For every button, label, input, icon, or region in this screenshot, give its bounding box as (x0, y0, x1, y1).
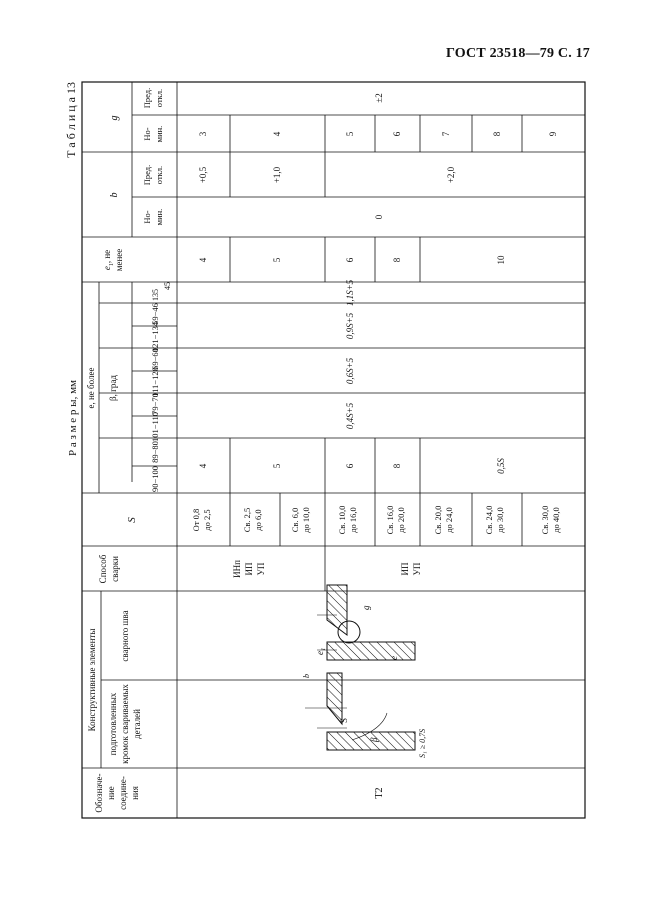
page-header: ГОСТ 23518—79 С. 17 (446, 46, 590, 61)
svg-text:8: 8 (392, 257, 402, 263)
s-values (191, 506, 561, 535)
svg-text:8: 8 (492, 131, 502, 137)
col-header-g: g (109, 115, 120, 121)
svg-text:Но-: Но- (142, 127, 152, 141)
col-header-b: b (109, 192, 120, 198)
svg-text:5: 5 (272, 257, 282, 263)
svg-text:Св. 30,0: Св. 30,0 (540, 505, 550, 535)
method-values (232, 560, 422, 578)
svg-text:111−120: 111−120 (150, 367, 160, 397)
col-header-designation (94, 773, 140, 812)
svg-text:до 10,0: до 10,0 (301, 507, 311, 533)
col-header-e-max: е, не более (86, 367, 96, 409)
sketch-label-g: g (361, 605, 371, 610)
svg-text:8: 8 (392, 463, 402, 469)
rotated-table (64, 78, 587, 818)
svg-text:0: 0 (374, 214, 384, 220)
svg-text:6: 6 (345, 257, 355, 263)
svg-text:+0,5: +0,5 (198, 166, 208, 184)
svg-text:ИНп: ИНп (232, 560, 242, 578)
svg-text:Св. 10,0: Св. 10,0 (337, 505, 347, 535)
svg-text:ние: ние (106, 786, 116, 800)
svg-text:УП: УП (256, 562, 266, 576)
col-header-e1 (102, 249, 124, 272)
svg-text:подготовленных: подготовленных (108, 692, 118, 756)
col-header-weld-seam: сварного шва (120, 610, 130, 662)
sketch-label-beta: β (369, 737, 379, 742)
svg-text:до 20,0: до 20,0 (396, 507, 406, 533)
col-header-prepared-edges (108, 684, 142, 764)
svg-text:Способ: Способ (98, 554, 108, 584)
svg-text:деталей: деталей (132, 709, 142, 739)
svg-text:5: 5 (345, 131, 355, 137)
svg-text:менее: менее (114, 248, 124, 272)
sketch-label-s1: S₁ ≥ 0,7S (418, 728, 427, 758)
col-header-s: S (126, 517, 138, 523)
svg-text:4: 4 (198, 257, 208, 263)
e-values (198, 279, 506, 474)
svg-text:откл.: откл. (154, 165, 164, 185)
col-header-method (98, 554, 120, 583)
col-header-construct: Конструктивные элементы (87, 628, 97, 732)
svg-text:4: 4 (272, 131, 282, 137)
svg-text:Обозначе-: Обозначе- (94, 773, 104, 813)
svg-text:до 2,5: до 2,5 (202, 509, 212, 531)
svg-text:сварки: сварки (110, 556, 120, 582)
svg-text:ИП: ИП (400, 562, 410, 576)
svg-text:Св. 20,0: Св. 20,0 (433, 505, 443, 535)
svg-text:121−134: 121−134 (150, 321, 160, 353)
svg-text:6: 6 (392, 131, 402, 137)
svg-text:69−60: 69−60 (150, 348, 160, 370)
svg-text:От 0,8: От 0,8 (191, 508, 201, 532)
sketch-label-s: S (339, 717, 349, 723)
svg-text:89−80: 89−80 (150, 441, 160, 463)
svg-text:90−100: 90−100 (150, 465, 160, 493)
sketch-prepared-edges (302, 673, 427, 758)
svg-text:Но-: Но- (142, 210, 152, 224)
sketch-label-b: b (302, 674, 311, 678)
svg-text:УП: УП (412, 562, 422, 576)
svg-text:0,6S+5: 0,6S+5 (345, 357, 355, 385)
designation-value: Т2 (374, 787, 385, 799)
svg-text:Св. 16,0: Св. 16,0 (385, 505, 395, 535)
svg-text:до 16,0: до 16,0 (348, 507, 358, 533)
svg-text:0,9S+5: 0,9S+5 (345, 312, 355, 340)
svg-text:ИП: ИП (244, 562, 254, 576)
svg-text:10: 10 (496, 255, 506, 265)
svg-text:мин.: мин. (154, 208, 164, 226)
svg-text:до 6,0: до 6,0 (253, 509, 263, 531)
svg-text:до 24,0: до 24,0 (444, 507, 454, 533)
sketch-label-e: e (389, 656, 399, 660)
svg-text:1,1S+5: 1,1S+5 (345, 279, 355, 307)
svg-text:до 30,0: до 30,0 (495, 507, 505, 533)
sketch-label-e1: e₁ (315, 647, 325, 655)
svg-text:Св. 2,5: Св. 2,5 (242, 507, 252, 533)
svg-text:6: 6 (345, 463, 355, 469)
svg-text:мин.: мин. (154, 125, 164, 143)
svg-text:+2,0: +2,0 (446, 166, 456, 184)
svg-text:7: 7 (441, 131, 451, 137)
sketch-weld-seam (315, 585, 415, 660)
svg-text:4: 4 (198, 463, 208, 469)
svg-text:+1,0: +1,0 (272, 166, 282, 184)
svg-text:кромок свариваемых: кромок свариваемых (120, 684, 130, 764)
svg-text:0,5S: 0,5S (496, 458, 506, 474)
beta-group-headers (150, 282, 172, 492)
svg-text:Св. 24,0: Св. 24,0 (484, 505, 494, 535)
svg-text:ния: ния (130, 786, 140, 800)
svg-text:e1, не: $e_1$, не (102, 249, 115, 271)
b-values (198, 166, 456, 219)
svg-text:откл.: откл. (154, 88, 164, 108)
svg-text:45: 45 (163, 282, 172, 290)
svg-text:до 40,0: до 40,0 (551, 507, 561, 533)
col-header-beta: β, град (108, 375, 118, 401)
group-header: Р а з м е р ы, мм (67, 379, 79, 457)
table-caption: Т а б л и ц а 13 (64, 82, 78, 158)
svg-text:5: 5 (272, 463, 282, 469)
svg-text:соедине-: соедине- (118, 776, 128, 810)
svg-text:Пред.: Пред. (142, 164, 152, 186)
col-header-nom-dev (142, 88, 164, 226)
svg-text:9: 9 (548, 131, 558, 137)
svg-text:Св. 6,0: Св. 6,0 (290, 507, 300, 533)
svg-text:101−110: 101−110 (150, 412, 160, 442)
svg-text:135: 135 (151, 289, 160, 301)
svg-text:3: 3 (198, 131, 208, 137)
svg-text:59−46: 59−46 (150, 303, 160, 325)
e1-values (198, 255, 506, 265)
svg-text:0,4S+5: 0,4S+5 (345, 402, 355, 430)
svg-text:±2: ±2 (374, 93, 384, 103)
svg-text:Пред.: Пред. (142, 87, 152, 109)
svg-text:79−70: 79−70 (150, 393, 160, 415)
